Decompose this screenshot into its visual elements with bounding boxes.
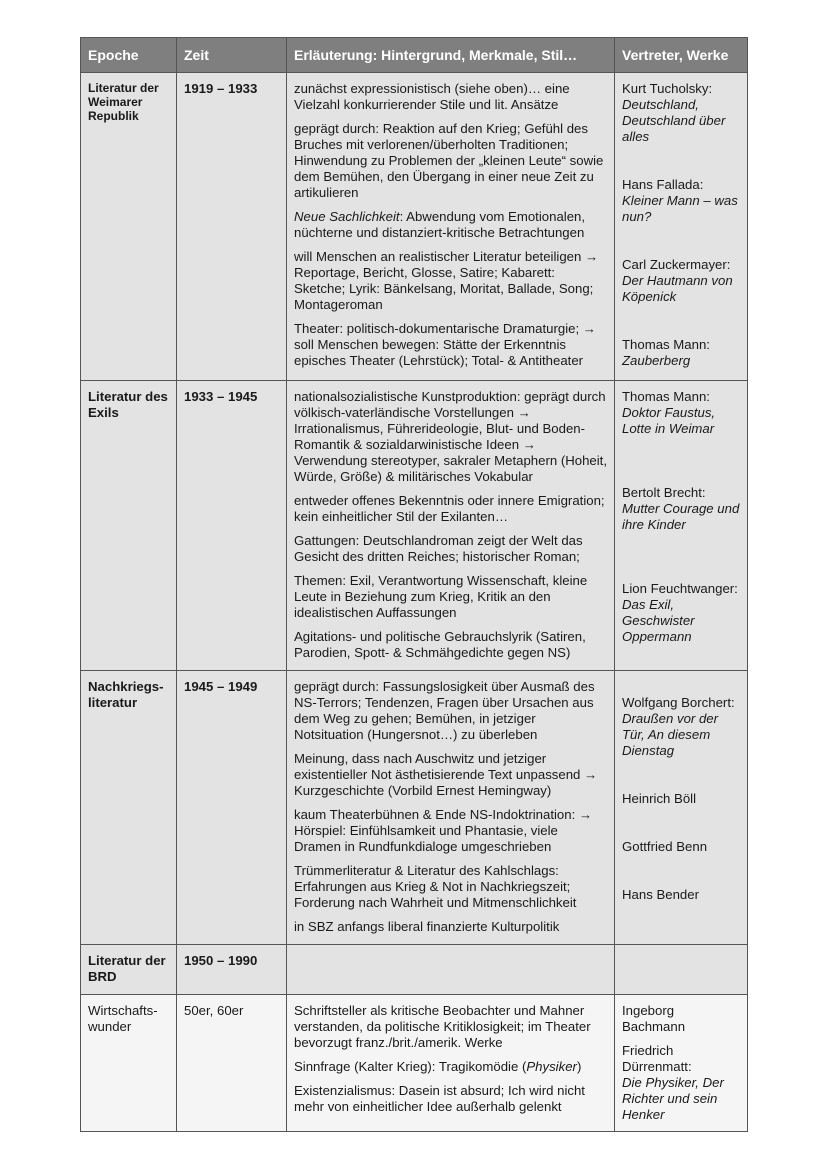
header-vertreter: Vertreter, Werke <box>615 38 748 73</box>
work-title: Kleiner Mann – was nun? <box>622 193 738 224</box>
author-name: Bertolt Brecht: <box>622 485 706 500</box>
paragraph-text: Themen: Exil, Verantwortung Wissenschaft, kleine Leute in Beziehung zum Krieg, Kritik an den idealistischen Auffassungen <box>294 573 588 620</box>
paragraph-text: ) <box>576 1059 582 1074</box>
paragraph-text: entweder offenes Bekenntnis oder innere Emigration; kein einheitlicher Stil der Exilanten… <box>294 493 605 524</box>
table-row <box>81 995 748 1132</box>
representatives-cell <box>615 945 748 995</box>
paragraph-text: Trümmerliteratur & Literatur des Kahlschlags: Erfahrungen aus Krieg & Not in Nachkriegszeit; Forderung nach Wahrheit und Mitmenschlichkeit <box>294 863 577 910</box>
author-name: Friedrich Dürrenmatt: <box>622 1043 692 1074</box>
representative-entry <box>622 581 740 645</box>
paragraph-text: Theater: politisch-dokumentarische Dramaturgie; → soll Menschen bewegen: Stätte der Erkenntnis episches Theater (Lehrstück); Total- & Antitheater <box>294 321 596 368</box>
representatives-cell <box>615 671 748 945</box>
paragraph-text: : Abwendung vom Emotionalen, nüchterne und distanziert-kritische Betrachtungen <box>294 209 586 240</box>
author-name: Lion Feuchtwanger: <box>622 581 738 596</box>
representative-entry <box>622 887 740 903</box>
paragraph-text: will Menschen an realistischer Literatur beteiligen → Reportage, Bericht, Glosse, Satire; Kabarett: Sketche; Lyrik: Bänkelsang, Moritat, Ballade, Song; Montageroman <box>294 249 599 312</box>
representative-entry <box>622 389 740 437</box>
explanation-paragraph <box>294 573 607 621</box>
zeit-cell: 1950 – 1990 <box>177 945 287 995</box>
zeit-cell: 1919 – 1933 <box>177 73 287 381</box>
paragraph-text: Schriftsteller als kritische Beobachter und Mahner verstanden, da politische Kritiklosigkeit; im Theater bevorzugt franz./brit./amerik. Werke <box>294 1003 591 1050</box>
representatives-cell <box>615 73 748 381</box>
paragraph-text: Gattungen: Deutschlandroman zeigt der Welt das Gesicht des dritten Reiches; historischer Roman; <box>294 533 583 564</box>
explanation-paragraph <box>294 629 607 661</box>
table-row <box>81 671 748 945</box>
epoch-cell: Wirtschafts-wunder <box>81 995 177 1132</box>
representative-entry <box>622 485 740 533</box>
explanation-paragraph <box>294 751 607 799</box>
work-title: Draußen vor der Tür, An diesem Dienstag <box>622 711 719 758</box>
representative-entry <box>622 839 740 855</box>
author-name: Carl Zuckermayer: <box>622 257 731 272</box>
literature-epochs-table <box>80 37 748 1132</box>
explanation-paragraph <box>294 807 607 855</box>
representative-entry <box>622 257 740 305</box>
author-name: Gottfried Benn <box>622 839 708 854</box>
explanation-paragraph <box>294 321 607 369</box>
header-zeit: Zeit <box>177 38 287 73</box>
author-name: Kurt Tucholsky: <box>622 81 713 96</box>
explanation-paragraph <box>294 863 607 911</box>
representative-entry <box>622 1043 740 1123</box>
paragraph-text: nationalsozialistische Kunstproduktion: geprägt durch völkisch-vaterländische Vorstellungen → Irrationalismus, Führerideologie, Blut- und Boden-Romantik & sozialdarwinistische Ideen → Verwendung stereotyper, sakraler Metaphern (Hoheit, Würde, Größe) & militärisches Vokabular <box>294 389 608 484</box>
header-epoche: Epoche <box>81 38 177 73</box>
zeit-cell: 1945 – 1949 <box>177 671 287 945</box>
representatives-cell <box>615 995 748 1132</box>
epoch-cell: Nachkriegs-literatur <box>81 671 177 945</box>
table-row <box>81 381 748 671</box>
epoch-cell: Literatur der BRD <box>81 945 177 995</box>
explanation-cell <box>287 945 615 995</box>
explanation-paragraph <box>294 121 607 201</box>
paragraph-text: Agitations- und politische Gebrauchslyrik (Satiren, Parodien, Spott- & Schmähgedichte gegen NS) <box>294 629 586 660</box>
representative-entry <box>622 1003 740 1035</box>
header-row <box>81 38 748 73</box>
representative-entry <box>622 695 740 759</box>
explanation-paragraph <box>294 493 607 525</box>
representative-entry <box>622 791 740 807</box>
paragraph-text: kaum Theaterbühnen & Ende NS-Indoktrination: → Hörspiel: Einfühlsamkeit und Phantasie, viele Dramen in Rundfunkdialoge umgeschrieben <box>294 807 593 854</box>
paragraph-lead-text: Sinnfrage (Kalter Krieg): Tragikomödie ( <box>294 1059 527 1074</box>
explanation-paragraph <box>294 389 607 485</box>
explanation-paragraph <box>294 1083 607 1115</box>
work-title: Mutter Courage und ihre Kinder <box>622 501 740 532</box>
paragraph-text: Meinung, dass nach Auschwitz und jetziger existentieller Not ästhetisierende Text unpassend → Kurzgeschichte (Vorbild Ernest Hemingway) <box>294 751 598 798</box>
work-title: Das Exil, Geschwister Oppermann <box>622 597 695 644</box>
explanation-cell <box>287 671 615 945</box>
author-name: Hans Fallada: <box>622 177 704 192</box>
epoch-cell: Literatur der Weimarer Republik <box>81 73 177 381</box>
paragraph-text: zunächst expressionistisch (siehe oben)… eine Vielzahl konkurrierender Stile und lit. Ansätze <box>294 81 570 112</box>
explanation-paragraph <box>294 1003 607 1051</box>
explanation-paragraph <box>294 81 607 113</box>
table-row <box>81 73 748 381</box>
author-name: Hans Bender <box>622 887 699 902</box>
work-title: Die Physiker, Der Richter und sein Henker <box>622 1075 724 1122</box>
explanation-paragraph <box>294 209 607 241</box>
work-title: Doktor Faustus, Lotte in Weimar <box>622 405 716 436</box>
explanation-paragraph <box>294 249 607 313</box>
explanation-paragraph <box>294 533 607 565</box>
explanation-cell <box>287 995 615 1132</box>
zeit-cell: 50er, 60er <box>177 995 287 1132</box>
author-name: Heinrich Böll <box>622 791 697 806</box>
representatives-cell <box>615 381 748 671</box>
work-title: Zauberberg <box>622 353 691 368</box>
work-title: Der Hautmann von Köpenick <box>622 273 733 304</box>
paragraph-italic-term: Neue Sachlichkeit <box>294 209 400 224</box>
paragraph-text: geprägt durch: Fassungslosigkeit über Ausmaß des NS-Terrors; Tendenzen, Fragen über Ursachen aus dem Weg zu gehen; Bemühen, in jetziger Notsituation (Hungersnot…) zu überleben <box>294 679 595 742</box>
paragraph-italic-term: Physiker <box>526 1059 577 1074</box>
representative-entry <box>622 177 740 225</box>
explanation-cell <box>287 73 615 381</box>
paragraph-text: geprägt durch: Reaktion auf den Krieg; Gefühl des Bruches mit verlorenen/überholten Traditionen; Hinwendung zu Problemen der „kleinen Leute“ sowie dem Bemühen, den Übergang in einer neue Zeit zu artikulieren <box>294 121 604 200</box>
author-name: Wolfgang Borchert: <box>622 695 735 710</box>
table-row <box>81 945 748 995</box>
explanation-paragraph <box>294 919 607 935</box>
explanation-cell <box>287 381 615 671</box>
explanation-paragraph <box>294 1059 607 1075</box>
author-name: Ingeborg Bachmann <box>622 1003 686 1034</box>
explanation-paragraph <box>294 679 607 743</box>
author-name: Thomas Mann: <box>622 337 710 352</box>
work-title: Deutschland, Deutschland über alles <box>622 97 726 144</box>
header-erlaeuterung: Erläuterung: Hintergrund, Merkmale, Stil… <box>287 38 615 73</box>
representative-entry <box>622 81 740 145</box>
paragraph-text: in SBZ anfangs liberal finanzierte Kulturpolitik <box>294 919 560 934</box>
representative-entry <box>622 337 740 369</box>
epoch-cell: Literatur des Exils <box>81 381 177 671</box>
zeit-cell: 1933 – 1945 <box>177 381 287 671</box>
paragraph-text: Existenzialismus: Dasein ist absurd; Ich wird nicht mehr von einheitlicher Idee außerhalb gelenkt <box>294 1083 585 1114</box>
author-name: Thomas Mann: <box>622 389 710 404</box>
